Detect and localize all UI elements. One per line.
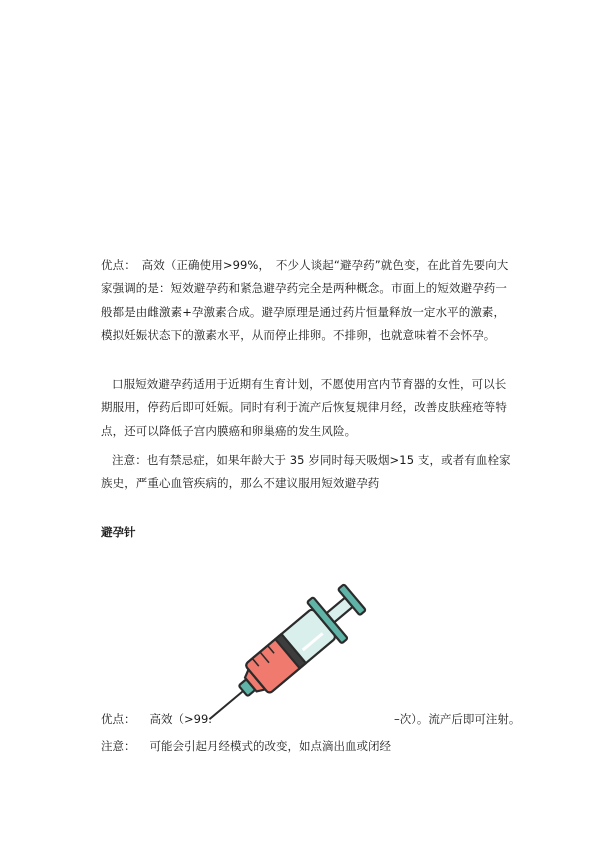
injection-heading: 避孕针 (101, 525, 136, 539)
injection-caution-label: 注意： (101, 739, 136, 753)
pill-advantage-paragraph: 优点： 高效（正确使用>99%， 不少人谈起“避孕药”就色变，在此首先要向大家强调的是：短效避孕药和紧急避孕药完全是两种概念。市面上的短效避孕药一般都是由雌激素+孕激素合成。避孕原理是通过药片恒量释放一定水平的激素，模拟妊娠状态下的激素水平，从而停止排卵。不排卵，也就意味着不会怀孕。 (101, 258, 509, 343)
pill-caution-paragraph: 注意：也有禁忌症，如果年龄大于 35 岁同时每天吸烟>15 支，或者有血栓家族史，严重心血管疾病的，那么不建议服用短效避孕药 (101, 453, 511, 491)
injection-advantage-label: 优点： (101, 712, 136, 726)
syringe-icon (196, 580, 376, 730)
injection-advantage-text-end: –次）。流产后即可注射。 (393, 712, 521, 726)
injection-advantage-text: 高效（>99. (149, 712, 212, 726)
injection-caution-line (101, 738, 391, 754)
pill-usage-paragraph: 口服短效避孕药适用于近期有生育计划，不愿使用宫内节育器的女性，可以长期服用，停药后即可妊娠。同时有利于流产后恢复规律月经，改善皮肤痤疮等特点，还可以降低子宫内膜癌和卵巢癌的发生风险。 (101, 377, 507, 438)
injection-caution-text: 可能会引起月经模式的改变，如点滴出血或闭经 (149, 739, 391, 753)
